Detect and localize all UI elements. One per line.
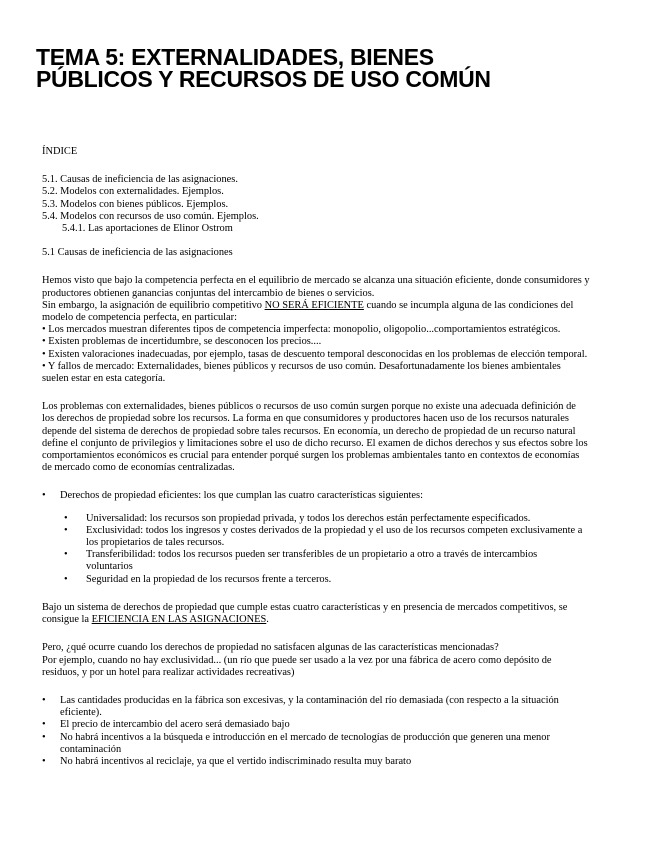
list-item-text: • Universalidad: los recursos son propiedad privada, y todos los derechos están perfectamente especificados. (86, 512, 531, 524)
text-line: • Existen valoraciones inadecuadas, por ejemplo, tasas de descuento temporal desconocidas en los problemas de elección temporal. (42, 348, 588, 360)
text-line: • Existen problemas de incertidumbre, se desconocen los precios.... (42, 336, 322, 348)
toc-item: 5.4. Modelos con recursos de uso común. Ejemplos. (42, 210, 259, 222)
table-of-contents (42, 174, 628, 235)
section-heading: 5.1 Causas de ineficiencia de las asignaciones (42, 247, 233, 259)
toc-item: 5.2. Modelos con externalidades. Ejemplos. (42, 186, 224, 198)
text-line: define el conjunto de privilegios y limitaciones sobre el uso de dicho recurso. El examen de dichos derechos y sus efectos sobre los (42, 437, 588, 449)
underlined-emphasis: NO SERÁ EFICIENTE (264, 299, 364, 311)
title-line-1: TEMA 5: EXTERNALIDADES, BIENES (36, 44, 434, 70)
text-line (42, 300, 628, 312)
list-item-text: los propietarios de tales recursos. (86, 537, 225, 549)
characteristics-list (42, 513, 628, 586)
consequences-list (42, 695, 628, 768)
list-item (42, 574, 628, 586)
toc-item: 5.1. Causas de ineficiencia de las asignaciones. (42, 174, 238, 186)
text-line: Bajo un sistema de derechos de propiedad que cumple estas cuatro características y en presencia de mercados competitivos, se (42, 601, 568, 613)
list-item (42, 719, 628, 731)
list-item-text: • El precio de intercambio del acero será demasiado bajo (60, 719, 290, 731)
toc-item: 5.3. Modelos con bienes públicos. Ejemplos. (42, 198, 229, 210)
list-item (42, 695, 628, 719)
index-heading: ÍNDICE (42, 146, 78, 157)
text-line (42, 614, 628, 626)
paragraph-3 (42, 602, 628, 626)
text-line: productores obtienen ganancias conjuntas del intercambio de bienes o servicios. (42, 287, 375, 299)
list-item-text: • Transferibilidad: todos los recursos pueden ser transferibles de un propietario a otro a través de intercambios (86, 549, 538, 561)
title-line-2: PÚBLICOS Y RECURSOS DE USO COMÚN (36, 66, 491, 92)
text-line: de mercado como de economías centralizadas. (42, 462, 235, 474)
text-line: • Los mercados muestran diferentes tipos de competencia imperfecta: monopolio, oligopolio...comportamientos estratégicos. (42, 324, 561, 336)
text-line: modelo de competencia perfecta, en particular: (42, 312, 238, 324)
underlined-emphasis: EFICIENCIA EN LAS ASIGNACIONES (91, 614, 267, 626)
text-line: Pero, ¿qué ocurre cuando los derechos de propiedad no satisfacen algunas de las características mencionadas? (42, 642, 499, 654)
text-line: comportamientos económicos es crucial para entender porqué surgen los problemas ambientales tanto en contextos de economías (42, 450, 580, 462)
list-item (42, 549, 628, 573)
list-item-text: contaminación (60, 743, 122, 755)
list-item (42, 513, 628, 525)
paragraph-1 (42, 275, 628, 385)
toc-subitem: 5.4.1. Las aportaciones de Elinor Ostrom (62, 223, 233, 235)
text-line: • Y fallos de mercado: Externalidades, bienes públicos y recursos de uso común. Desafortunadamente los bienes ambientales (42, 360, 561, 372)
text-line: los derechos de propiedad sobre los recursos. La forma en que consumidores y productores hacen uso de los recursos naturales (42, 413, 569, 425)
text-span: . (266, 614, 269, 626)
text-span: consigue la (42, 614, 92, 626)
list-item (42, 525, 628, 549)
property-rights-list (42, 490, 628, 502)
text-line: Por ejemplo, cuando no hay exclusividad... (un río que puede ser usado a la vez por una fábrica de acero como depósito de (42, 654, 552, 666)
text-line: Los problemas con externalidades, bienes públicos o recursos de uso común surgen porque no existe una adecuada definición de (42, 401, 576, 413)
list-item-text: eficiente). (60, 707, 102, 719)
text-span: Sin embargo, la asignación de equilibrio competitivo (42, 299, 265, 311)
list-item-text: voluntarios (86, 561, 133, 573)
paragraph-4 (42, 642, 628, 679)
text-line: depende del sistema de derechos de propiedad sobre tales recursos. En economía, un derecho de propiedad de un recurso natural (42, 425, 576, 437)
list-item-text: • Las cantidades producidas en la fábrica son excesivas, y la contaminación del río demasiada (con respecto a la situación (60, 694, 559, 706)
list-item-text: • No habrá incentivos a la búsqueda e introducción en el mercado de tecnologías de producción que generen una menor (60, 731, 550, 743)
list-item (42, 756, 628, 768)
text-line: residuos, y por un hotel para realizar actividades recreativas) (42, 666, 295, 678)
list-item-text: • Exclusividad: todos los ingresos y costes derivados de la propiedad y el uso de los recursos competen exclusivamente a (86, 524, 583, 536)
list-item-text: • Seguridad en la propiedad de los recursos frente a terceros. (86, 573, 332, 585)
text-line: suelen estar en esta categoría. (42, 373, 166, 385)
list-item-text: Derechos de propiedad eficientes: los que cumplan las cuatro características siguientes: (60, 490, 423, 502)
text-line: Hemos visto que bajo la competencia perfecta en el equilibrio de mercado se alcanza una situación eficiente, donde consumidores y (42, 275, 590, 287)
text-span: cuando se incumpla alguna de las condiciones del (363, 299, 574, 311)
list-item (42, 732, 628, 756)
paragraph-2 (42, 401, 628, 474)
document-title (36, 46, 628, 90)
list-item-text: • No habrá incentivos al reciclaje, ya que el vertido indiscriminado resulta muy barato (60, 755, 412, 767)
list-item (42, 490, 628, 502)
